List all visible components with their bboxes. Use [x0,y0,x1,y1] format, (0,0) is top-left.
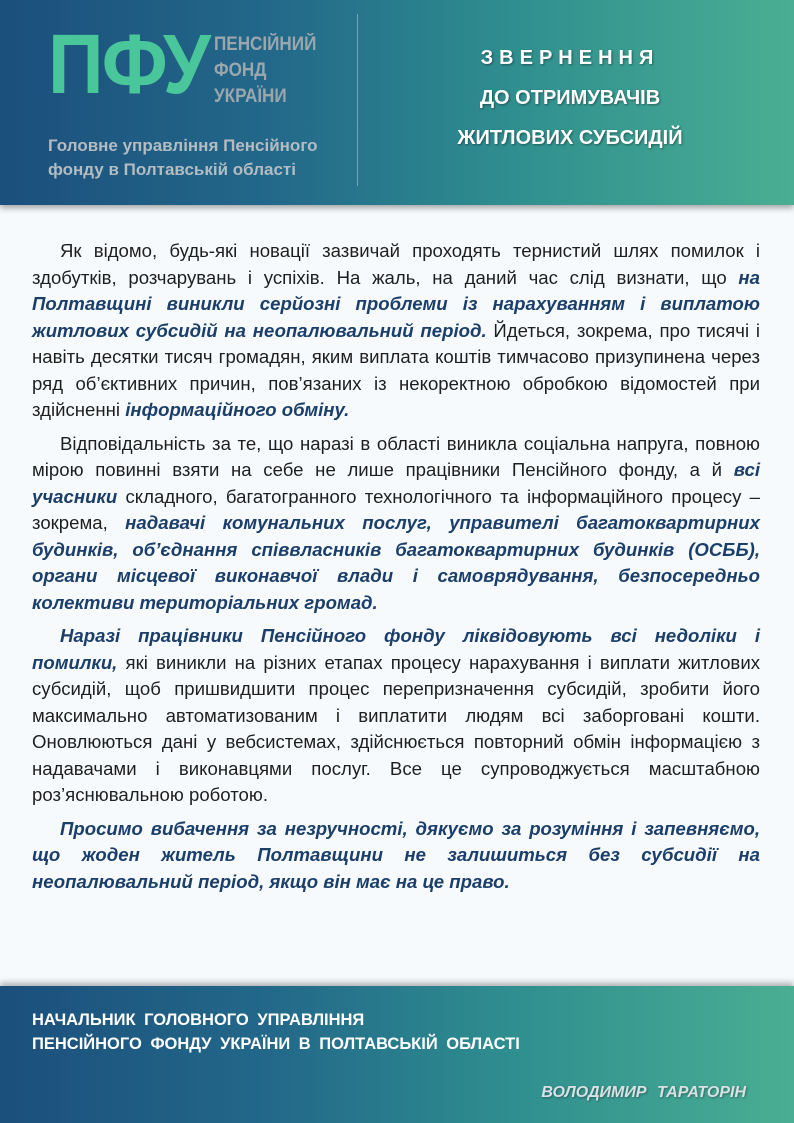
title-line: ДО ОТРИМУВАЧІВ [479,87,661,109]
title-line: ЖИТЛОВИХ СУБСИДІЙ [457,127,683,149]
footer-banner [0,986,794,1123]
header-banner [0,0,794,205]
logo-line: УКРАЇНИ [214,86,287,107]
department-name: Головне управління Пенсійного фонду в Полтавській області [48,136,318,179]
logo-line: ПЕНСІЙНИЙ [214,34,317,55]
logo-line: ФОНД [214,60,267,81]
emphasis: інформаційного обміну. [125,399,350,420]
appeal-body [32,238,760,902]
paragraph-4 [32,816,760,896]
emphasis: надавачі комунальних послуг, управителі багатоквартирних будинків, об’єднання співвласників багатоквартирних будинків (ОСББ), органи місцевої виконавчої влади і самоврядування, безпосередньо колективи територіальних громад. [32,512,760,613]
emphasis: Просимо вибачення за незручності, дякуємо за розуміння і запевняємо, що жоден житель Полтавщини не залишиться без субсидії на неопалювальний період, якщо він має на це право. [32,817,760,892]
text: Як відомо, будь-які новації зазвичай проходять тернистий шлях помилок і здобутків, розчарувань і успіхів. На жаль, на даний час слід визнати, що [32,240,760,288]
position-line: ПЕНСІЙНОГО ФОНДУ УКРАЇНИ В ПОЛТАВСЬКІЙ ОБЛАСТІ [32,1035,520,1053]
pfu-logo: ПФУ [48,17,210,111]
title-line: ЗВЕРНЕННЯ [480,47,660,69]
text: Йдеться, зокрема, про тисячі і навіть десятки тисяч громадян, яким виплата коштів тимчасово призупинена через ряд об’єктивних причин, пов’язаних із некоректною обробкою відомостей при здійсненні [32,319,760,420]
emphasis: Наразі працівники Пенсійного фонду ліквідовують всі недоліки і помилки, [32,625,760,673]
text: які виникли на різних етапах процесу нарахування і виплати житлових субсидій, щоб пришвидшити процес перепризначення субсидій, зробити його максимально автоматизованим і виплатити людям всі заборговані кошти. Оновлюються дані у вебсистемах, здійснюється повторний обмін інформацією з надавачами і виконавцями послуг. Все це супроводжується масштабною роз’яснювальною роботою. [32,651,760,805]
signatory-position [32,1008,592,1056]
header-divider [357,14,358,186]
paragraph-1 [32,238,760,424]
text: Відповідальність за те, що наразі в області виникла соціальна напруга, повною мірою повинні взяти на себе не лише працівники Пенсійного фонду, а й [32,432,760,480]
paragraph-3 [32,623,760,809]
logo-wordmark [214,32,340,110]
page-title [370,38,770,158]
signatory-name: ВОЛОДИМИР ТАРАТОРІН [541,1084,746,1101]
text: складного, багатогранного технологічного та інформаційного процесу – зокрема, [32,485,760,533]
paragraph-2 [32,431,760,617]
emphasis: на Полтавщині виникли серйозні проблеми із нарахуванням і виплатою житлових субсидій на неопалювальний період. [32,266,760,341]
position-line: НАЧАЛЬНИК ГОЛОВНОГО УПРАВЛІННЯ [32,1011,365,1029]
emphasis: всі учасники [32,459,760,507]
